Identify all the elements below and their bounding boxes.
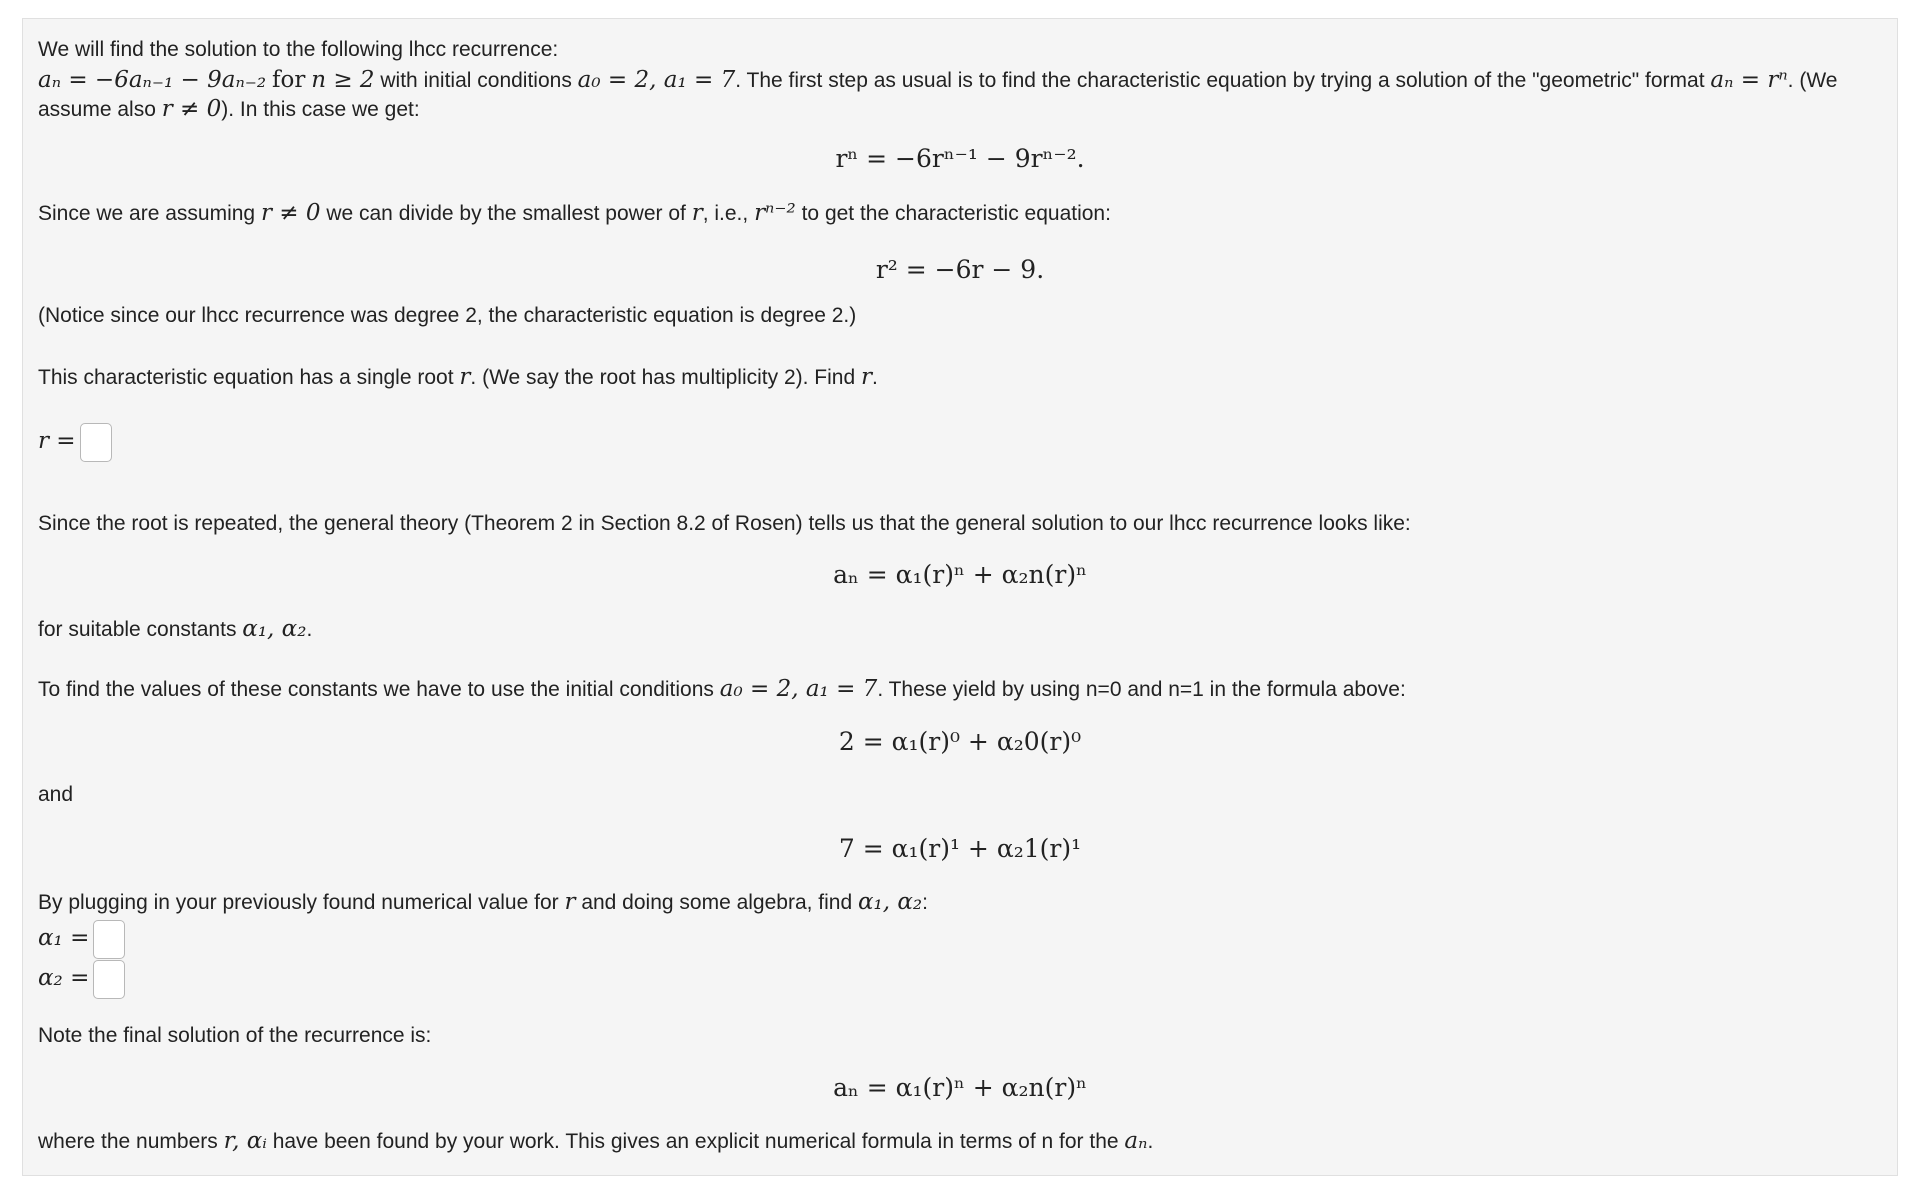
where-line: [38, 1127, 1153, 1156]
find-values-line: [38, 675, 1406, 704]
yield-text: . These yield by using n=0 and n=1 in the formula above:: [877, 678, 1406, 701]
plugging-line: [38, 888, 928, 917]
recurrence-line: [38, 66, 1837, 95]
in-case-text: ). In this case we get:: [221, 98, 420, 121]
divide-text: we can divide by the smallest power of: [326, 202, 686, 225]
nonzero-condition: r ≠ 0: [161, 96, 222, 122]
constants-line: [38, 615, 312, 644]
plugging-text: By plugging in your previously found numerical value for: [38, 891, 559, 914]
intro-text: We will find the solution to the following lhcc recurrence:: [38, 38, 559, 61]
alpha2-label: α₂ =: [38, 965, 90, 992]
display-general-solution: aₙ = α₁(r)ⁿ + α₂n(r)ⁿ: [833, 560, 1087, 589]
display-final-solution: aₙ = α₁(r)ⁿ + α₂n(r)ⁿ: [833, 1073, 1087, 1102]
domain-condition: n ≥ 2: [311, 67, 375, 93]
repeated-root-text: Since the root is repeated, the general theory (Theorem 2 in Section 8.2 of Rosen) tells us that the general solution to our lhcc recurrence looks like:: [38, 512, 1411, 535]
and-word: and: [38, 783, 74, 806]
algebra-text: and doing some algebra, find: [581, 891, 853, 914]
an-symbol: aₙ: [1124, 1128, 1148, 1154]
we-text: . (We: [1787, 69, 1838, 92]
notice-degree-text: (Notice since our lhcc recurrence was degree 2, the characteristic equation is degree 2.): [38, 304, 857, 327]
find-text: . (We say the root has multiplicity 2). Find: [470, 366, 856, 389]
r-symbol: r: [459, 364, 471, 390]
for-word: for: [272, 67, 306, 93]
alpha1-label: α₁ =: [38, 925, 90, 952]
display-char-eq: r² = −6r − 9.: [875, 255, 1045, 284]
gives-text: have been found by your work. This gives an explicit numerical formula in terms of n for the: [272, 1130, 1119, 1153]
r-answer-input[interactable]: [80, 423, 112, 462]
period: .: [1147, 1130, 1154, 1153]
alpha1-input[interactable]: [93, 920, 125, 959]
r-symbol: r: [564, 889, 576, 915]
find-values-text: To find the values of these constants we have to use the initial conditions: [38, 678, 714, 701]
display-n1: 7 = α₁(r)¹ + α₂1(r)¹: [838, 834, 1082, 863]
alpha1-answer-row: [38, 920, 125, 959]
smallest-power: rⁿ⁻²: [754, 200, 796, 226]
r-answer-row: [38, 423, 112, 462]
initial-conditions: a₀ = 2, a₁ = 7: [577, 67, 736, 93]
display-n0: 2 = α₁(r)⁰ + α₂0(r)⁰: [838, 727, 1082, 756]
nonzero-condition-2: r ≠ 0: [260, 200, 321, 226]
alpha-symbols: α₁, α₂: [858, 889, 923, 915]
single-root-line: [38, 363, 878, 392]
since-text: Since we are assuming: [38, 202, 256, 225]
final-note-text: Note the final solution of the recurrence is:: [38, 1024, 432, 1047]
geometric-format: aₙ = rⁿ: [1710, 67, 1788, 93]
period: .: [872, 366, 878, 389]
period: .: [306, 618, 313, 641]
recurrence-equation: aₙ = −6aₙ₋₁ − 9aₙ₋₂: [38, 67, 267, 93]
r-symbol: r: [691, 200, 703, 226]
r-symbol: r: [861, 364, 872, 390]
with-text: with initial conditions: [380, 69, 572, 92]
first-step-text: . The first step as usual is to find the characteristic equation by trying a solution of the "geometric" format: [735, 69, 1705, 92]
r-answer-label: r =: [38, 428, 76, 455]
alpha2-input[interactable]: [93, 960, 125, 999]
suitable-text: for suitable constants: [38, 618, 237, 641]
divide-line: [38, 199, 1111, 228]
ie-text: , i.e.,: [702, 202, 749, 225]
colon: :: [922, 891, 928, 914]
single-root-text: This characteristic equation has a single root: [38, 366, 454, 389]
initial-conditions-2: a₀ = 2, a₁ = 7: [719, 676, 878, 702]
problem-panel: [22, 18, 1898, 1176]
where-text: where the numbers: [38, 1130, 218, 1153]
display-char-full: rⁿ = −6rⁿ⁻¹ − 9rⁿ⁻².: [835, 144, 1085, 173]
assume-text: assume also: [38, 98, 156, 121]
alpha2-answer-row: [38, 960, 125, 999]
to-get-text: to get the characteristic equation:: [801, 202, 1111, 225]
numbers-symbols: r, αᵢ: [223, 1128, 267, 1154]
assume-line: [38, 95, 420, 124]
alpha-symbols: α₁, α₂: [242, 616, 307, 642]
